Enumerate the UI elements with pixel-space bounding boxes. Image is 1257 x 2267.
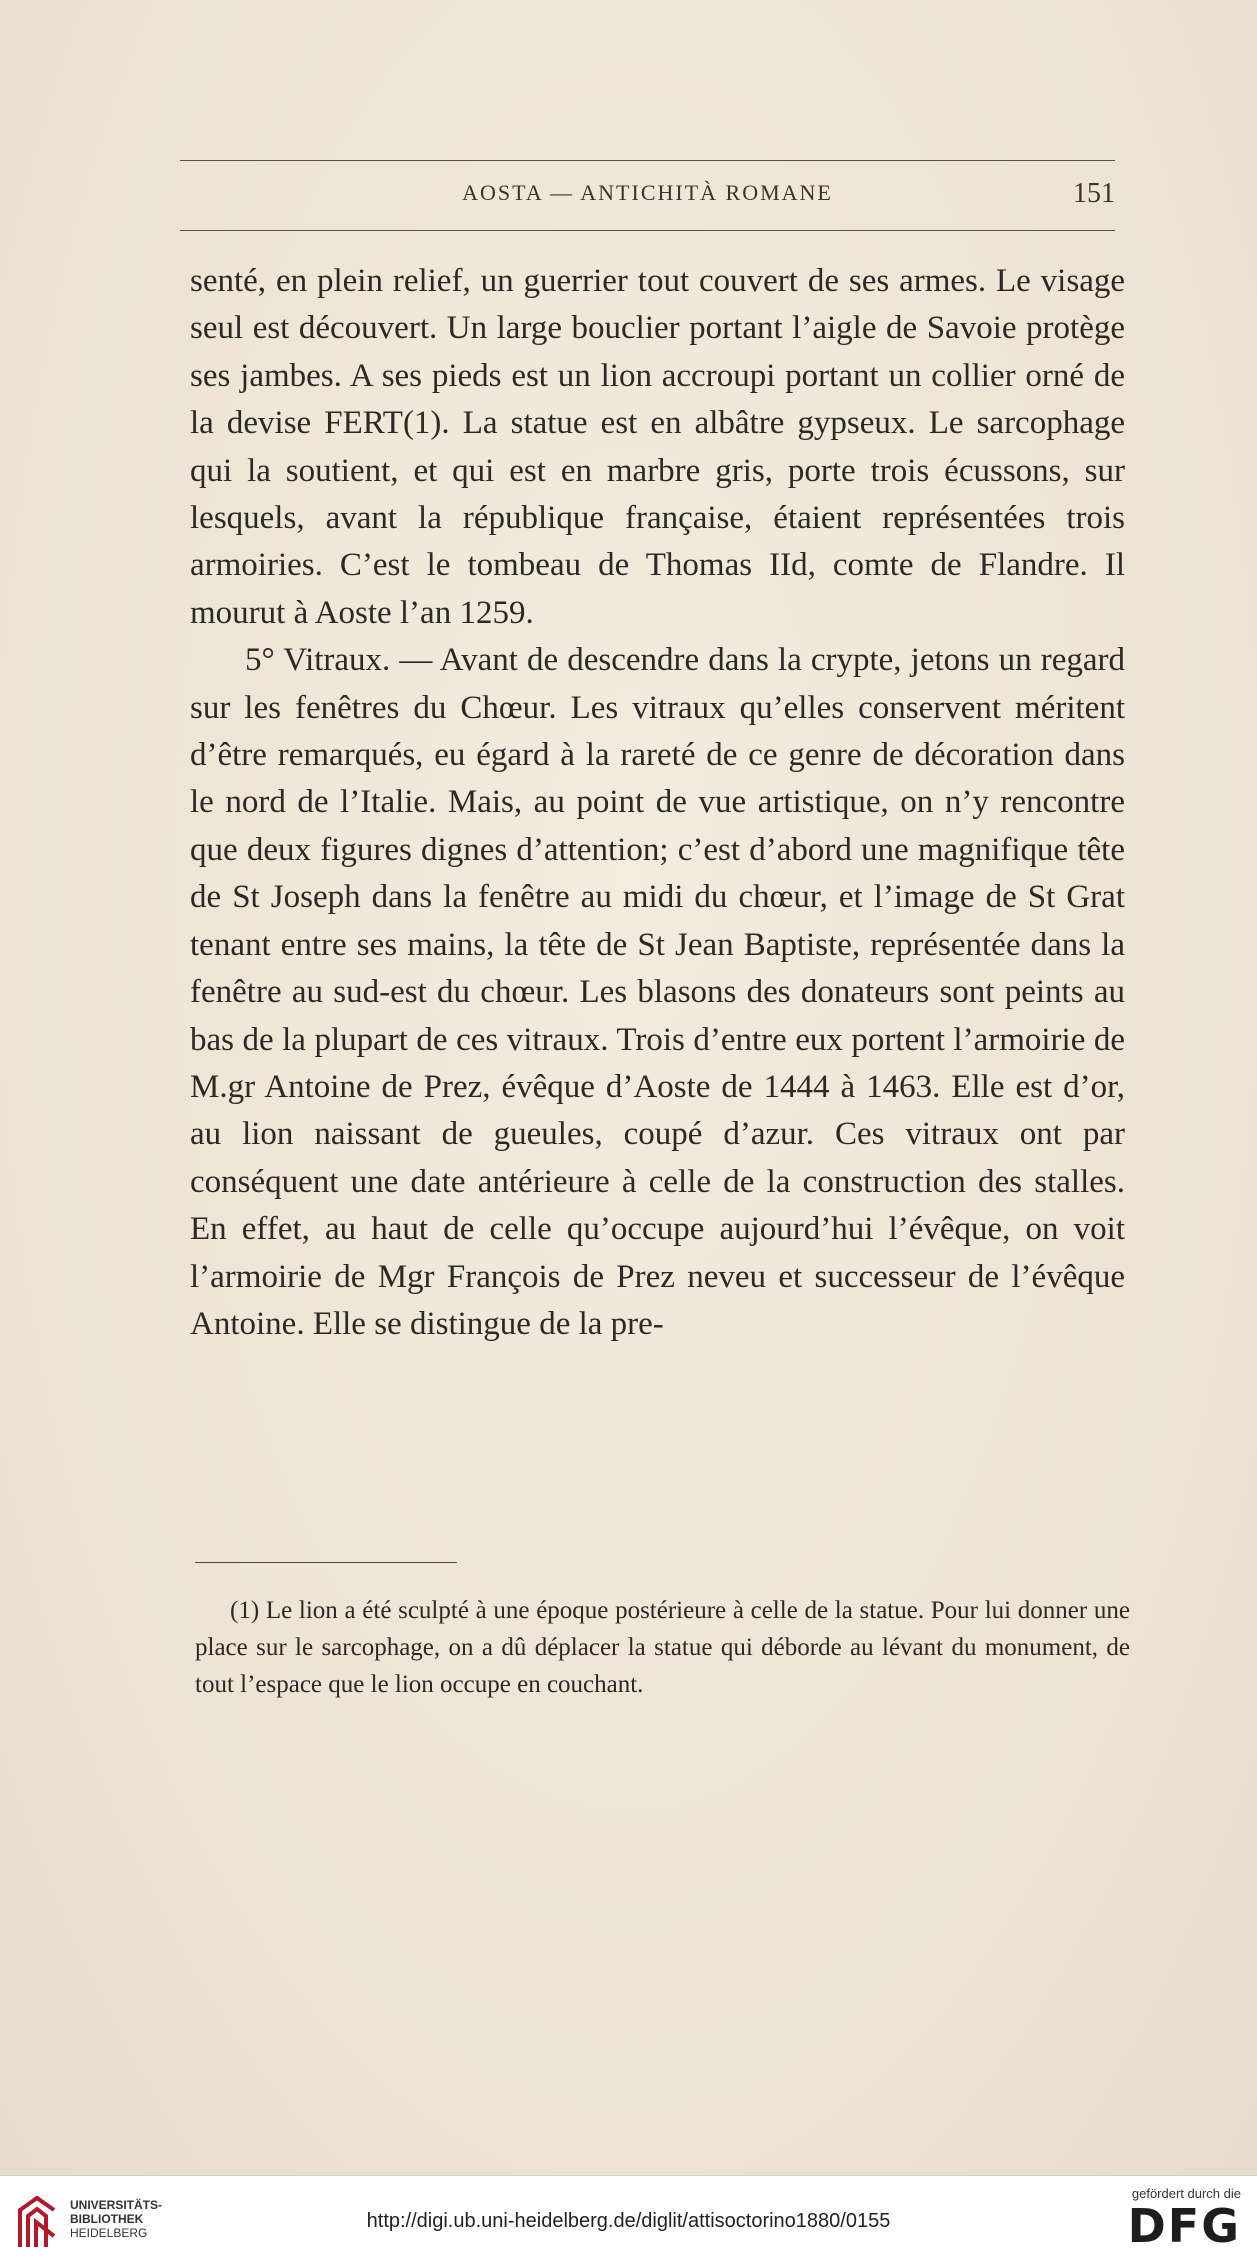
funder-block [1111,2186,1241,2251]
page-number: 151 [1073,178,1115,209]
digitization-footer [0,2175,1257,2267]
header-rule-bottom [180,230,1115,231]
running-head [180,180,1115,214]
footnote-text: (1) Le lion a été sculpté à une époque postérieure à celle de la statue. Pour lui donner une place sur le sarcophage, on a dû déplacer la statue qui déborde au lévant du monument, de tout l’espace que le lion occupe en couchant. [195,1597,1130,1698]
paragraph: 5° Vitraux. — Avant de descendre dans la crypte, jetons un regard sur les fenêtres du Chœur. Les vitraux qu’elles conservent méritent d’être remarqués, eu égard à la rareté de ce genre de décoration dans le nord de l’Italie. Mais, au point de vue artistique, on n’y rencontre que deux figures dignes d’attention; c’est d’abord une magnifique tête de St Joseph dans la fenêtre au midi du chœur, et l’image de St Grat tenant entre ses mains, la tête de St Jean Baptiste, représentée dans la fenêtre au sud-est du chœur. Les blasons des donateurs sont peints au bas de la plupart de ces vitraux. Trois d’entre eux portent l’armoirie de M.gr Antoine de Prez, évêque d’Aoste de 1444 à 1463. Elle est d’or, au lion naissant de gueules, coupé d’azur. Ces vitraux ont par conséquent une date antérieure à celle de la construction des stalles. En effet, au haut de celle qu’occupe aujourd’hui l’évêque, on voit l’armoirie de Mgr François de Prez neveu et successeur de l’évêque Antoine. Elle se distingue de la pre- [190,642,1125,1342]
funder-caption: gefördert durch die [1131,2186,1241,2201]
body-text [190,258,1125,1348]
library-name: UNIVERSITÄTS- BIBLIOTHEK HEIDELBERG [70,2198,163,2240]
permalink-url[interactable]: http://digi.ub.uni-heidelberg.de/diglit/attisoctorino1880/0155 [366,2210,891,2232]
footnote [195,1592,1130,1703]
running-title: AOSTA — ANTICHITÀ ROMANE [462,180,833,205]
paragraph: senté, en plein relief, un guerrier tout couvert de ses armes. Le visage seul est découvert. Un large bouclier portant l’aigle de Savoie protège ses jambes. A ses pieds est un lion accroupi portant un collier orné de la devise FERT(1). La statue est en albâtre gypseux. Le sarcophage qui la soutient, et qui est en marbre gris, porte trois écussons, sur lesquels, avant la république française, étaient représentées trois armoiries. C’est le tombeau de Thomas IId, comte de Flandre. Il mourut à Aoste l’an 1259. [190,263,1125,631]
footnote-rule [195,1562,457,1563]
header-rule-top [180,160,1115,161]
dfg-logo: DFG [1127,2199,1241,2253]
